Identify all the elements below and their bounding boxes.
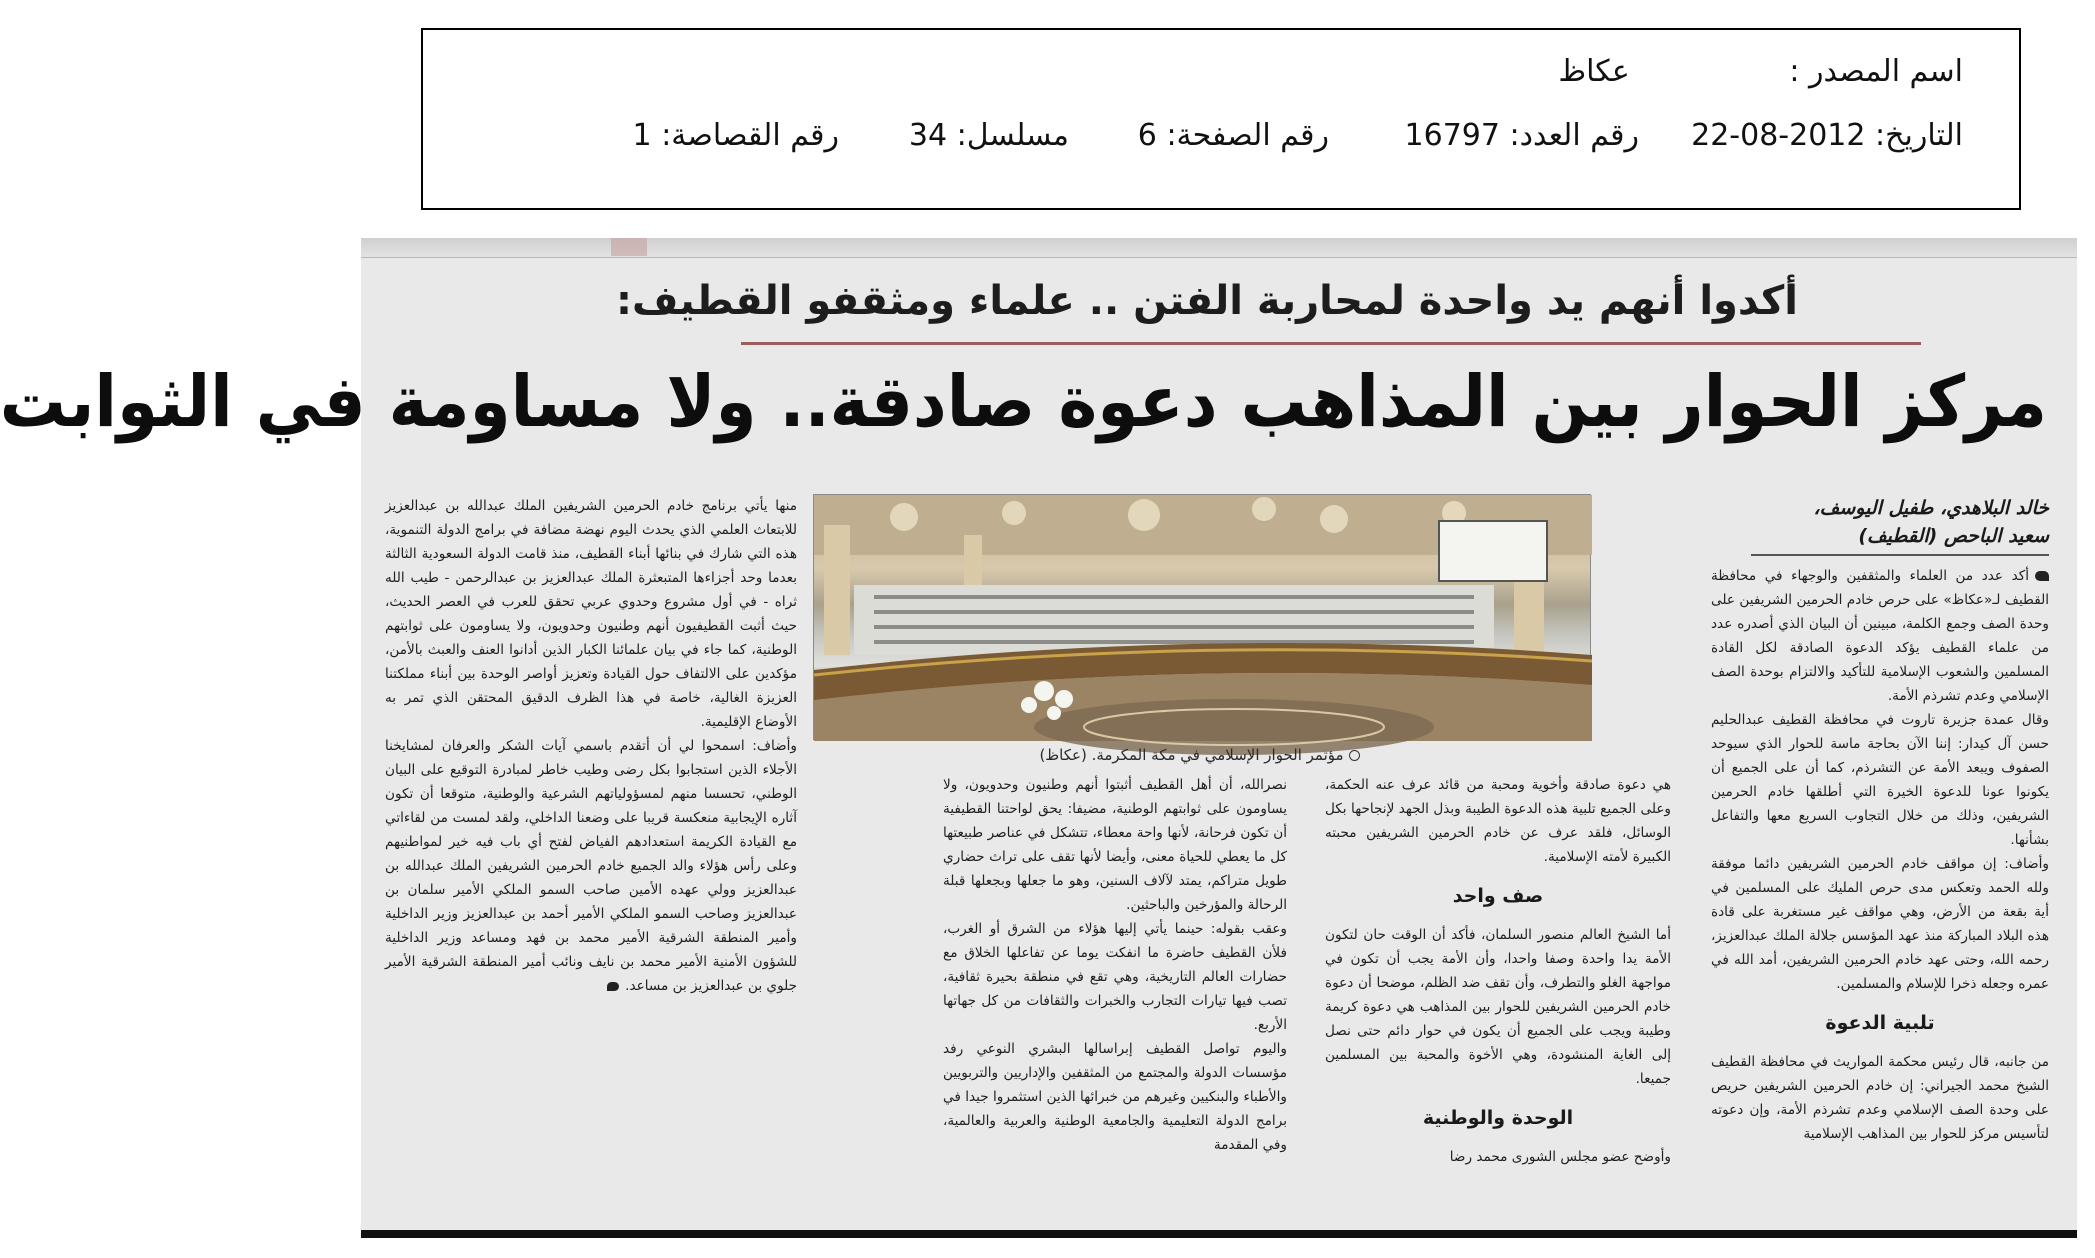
clipping-metadata-box <box>421 28 2021 210</box>
source-value: عكاظ <box>1558 54 1630 89</box>
subhead-saff-wahid: صف واحد <box>1452 885 1544 907</box>
col2-paragraph-2: أما الشيخ العالم منصور السلمان، فأكد أن الوقت حان لتكون الأمة يدا واحدة وصفا واحدا، وأن الأمة يجب أن تكون في مواجهة الغلو والتطرف، وأن تقف ضد الظلم، موضحا أن دعوة خادم الحرمين الشريفين للحوار بين المذاهب هي دعوة كريمة وطيبة ويجب على الجميع أن يكون في حوار دائم حتى نصل إلى الغاية المنشودة، وهي الأخوة والمحبة بين المسلمين جميعا. <box>1325 927 1671 1087</box>
clip-field <box>633 118 839 153</box>
clipping-top-strip <box>361 238 2077 258</box>
article-end-mark <box>607 982 619 991</box>
kicker-divider <box>741 342 1921 345</box>
article-headline: مركز الحوار بين المذاهب دعوة صادقة.. ولا مساومة في الثوابت <box>0 359 2047 444</box>
photo-caption: مؤتمر الحوار الإسلامي في مكة المكرمة. (عكاظ) <box>1039 746 1344 764</box>
masthead-color-mark <box>611 238 647 256</box>
serial-field <box>909 118 1069 153</box>
col1-paragraph-2: وقال عمدة جزيرة تاروت في محافظة القطيف عبدالحليم حسن آل كيدار: إننا الآن بحاجة ماسة للحوار الذي سيوحد الصفوف ويبعد الأمة عن التشرذم، كما أن على الجميع أن يكونوا عونا للدعوة الخيرة التي أطلقها خادم الحرمين الشريفين، وذلك من خلال التجاوب السريع معها والتفاعل بشأنها. <box>1711 712 2049 848</box>
source-label: اسم المصدر : <box>1789 54 1963 89</box>
col1-paragraph-4: من جانبه، قال رئيس محكمة المواريث في محافظة القطيف الشيخ محمد الجيراني: إن خادم الحرمين الشريفين حريص على وحدة الصف الإسلامي وعدم تشرذم الأمة، وإن دعوته لتأسيس مركز للحوار بين المذاهب الإسلامية <box>1711 1054 2049 1142</box>
article-column-2 <box>1325 773 1671 1233</box>
issue-label: رقم العدد: <box>1509 118 1639 153</box>
conference-photo <box>813 494 1591 740</box>
col2-paragraph-1: هي دعوة صادقة وأخوية ومحبة من قائد عرف عنه الحكمة، وعلى الجميع تلبية هذه الدعوة الطيبة وبذل الجهد لإنجاحها بكل الوسائل، فلقد عرف عن خادم الحرمين الشريفين محبته الكبيرة لأمته الإسلامية. <box>1325 777 1671 865</box>
date-field <box>1691 118 1963 153</box>
clip-label: رقم القصاصة: <box>661 118 839 153</box>
col3-paragraph-2: وعقب بقوله: حينما يأتي إليها هؤلاء من الشرق أو الغرب، فلأن القطيف حاضرة ما انفكت يوما عن تفاعلها الخلاق مع حضارات العالم التاريخية، وهي تقع في منطقة بحيرة ثقافية، تصب فيها تيارات التجارب والخبرات والثقافات من كل جهاتها الأربع. <box>943 921 1287 1033</box>
conference-hall-illustration <box>814 495 1592 741</box>
byline-line-2: سعيد الباحص (القطيف) <box>1858 525 2049 547</box>
col1-paragraph-3: وأضاف: إن مواقف خادم الحرمين الشريفين دائما موفقة ولله الحمد وتعكس مدى حرص المليك على المسلمين في أية بقعة من الأرض، وهي مواقف غير مستغربة على قادة هذه البلاد المباركة منذ عهد المؤسس جلالة الملك عبدالعزيز، رحمه الله، وحتى عهد خادم الحرمين الشريفين، أمد الله في عمره وجعله ذخرا للإسلام والمسلمين. <box>1711 856 2049 992</box>
article-column-1 <box>1711 494 2049 1234</box>
page-field <box>1138 118 1329 153</box>
page-value: 6 <box>1137 118 1157 153</box>
article-column-3 <box>943 773 1287 1233</box>
newspaper-clipping <box>0 238 2077 1238</box>
col1-paragraph-1: أكد عدد من العلماء والمثقفين والوجهاء في محافظة القطيف لـ«عكاظ» على حرص خادم الحرمين الشريفين على وحدة الصف وجمع الكلمة، مبينين أن البيان الذي أصدره عدد من علماء القطيف يؤكد الدعوة الصادقة لكل القادة المسلمين والشعوب الإسلامية للتأكيد والالتزام بوحدة الصف الإسلامي وعدم تشرذم الأمة. <box>1711 568 2049 704</box>
article-kicker: أكدوا أنهم يد واحدة لمحاربة الفتن .. علماء ومثقفو القطيف: <box>616 278 1798 324</box>
article-column-4 <box>385 494 797 1234</box>
col2-paragraph-3: وأوضح عضو مجلس الشورى محمد رضا <box>1449 1149 1671 1165</box>
subhead-wahda-wataniya: الوحدة والوطنية <box>1422 1107 1574 1129</box>
byline-divider <box>1751 554 2049 556</box>
issue-value: 16797 <box>1404 118 1500 153</box>
col3-paragraph-3: واليوم تواصل القطيف إبراسالها البشري النوعي رفد مؤسسات الدولة والمجتمع من المثقفين والإداريين والتربويين والأطباء والبنكيين وغيرهم من خبرائها الذين استثمروا جيدا في برامج الدولة التعليمية والجامعية الوطنية والعربية والعالمية، وفي المقدمة <box>943 1041 1287 1153</box>
paragraph-start-mark <box>2035 571 2049 581</box>
caption-bullet-icon <box>1349 750 1360 761</box>
col4-paragraph-1: منها يأتي برنامج خادم الحرمين الشريفين الملك عبدالله بن عبدالعزيز للابتعاث العلمي الذي يحدث اليوم نهضة مضافة في برامج الدولة التنموية، هذه التي شارك في بنائها أبناء القطيف، منذ قامت الدولة السعودية الثالثة بعدما وحد أجزاءها المتبعثرة الملك عبدالعزيز بن عبدالرحمن - طيب الله ثراه - في أول مشروع وحدوي عربي تحقق للعرب في العصر الحديث، حيث أثبت القطيفيون أنهم وطنيون وحدويون، ولا يساومون على ثوابتهم الوطنية، كما جاء في بيان علمائنا الكبار الذين أدانوا العنف والعبث بالأمن، مؤكدين على الالتفاف حول القيادة وتعزيز أواصر الوحدة بين أبناء مملكتنا العزيزة الغالية، خاصة في هذا الظرف الدقيق المحتقن الذي تمر به الأوضاع الإقليمية. <box>385 498 797 730</box>
date-label: التاريخ: <box>1875 118 1963 153</box>
photo-caption-row <box>813 746 1591 764</box>
issue-field <box>1405 118 1639 153</box>
serial-label: مسلسل: <box>956 118 1069 153</box>
byline-line-1: خالد البلاهدي، طفيل اليوسف، <box>1813 497 2049 519</box>
page-label: رقم الصفحة: <box>1166 118 1329 153</box>
source-row <box>1558 54 1963 89</box>
col3-paragraph-1: نصرالله، أن أهل القطيف أثبتوا أنهم وطنيون وحدويون، ولا يساومون على ثوابتهم الوطنية، مضيفا: يحق لواحتنا القطيفية أن تكون فرحانة، لأنها واحة معطاء، تتشكل في عناصر طبيعتها كل ما يعطي للحياة معنى، وأيضا لأنها تقف على تراث حضاري طويل متراكم، يمتد لآلاف السنين، وهو ما جعلها وبجعلها قبلة الرحالة والمؤرخين والباحثين. <box>943 777 1287 913</box>
date-value: 22-08-2012 <box>1691 118 1866 153</box>
clip-value: 1 <box>632 118 652 153</box>
subhead-talbiyat-dawa: تلبية الدعوة <box>1825 1012 1935 1034</box>
serial-value: 34 <box>908 118 948 153</box>
col4-paragraph-2: وأضاف: اسمحوا لي أن أتقدم باسمي آيات الشكر والعرفان لمشايخنا الأجلاء الذين استجابوا بكل رضى وطيب خاطر لمبادرة التوقيع على البيان الوطني، تحسسا منهم لمسؤولياتهم الشرعية والوطنية، متوقعا أن تكون آثاره الإيجابية منعكسة قريبا على وضعنا الداخلي، ولقد لمست من لقاءاتي مع القيادة الكريمة استعدادهم الفياض لفتح أي باب فيه خير لمواطنيهم وعلى رأس هؤلاء والد الجميع خادم الحرمين الشريفين الملك عبدالله بن عبدالعزيز وولي عهده الأمين صاحب السمو الملكي الأمير سلمان بن عبدالعزيز وصاحب السمو الملكي الأمير أحمد بن عبدالعزيز وزير الداخلية وأمير المنطقة الشرقية الأمير محمد بن فهد ومساعد وزير الداخلية للشؤون الأمنية الأمير محمد بن نايف ونائب أمير المنطقة الشرقية الأمير جلوي بن عبدالعزيز بن مساعد. <box>385 738 797 994</box>
